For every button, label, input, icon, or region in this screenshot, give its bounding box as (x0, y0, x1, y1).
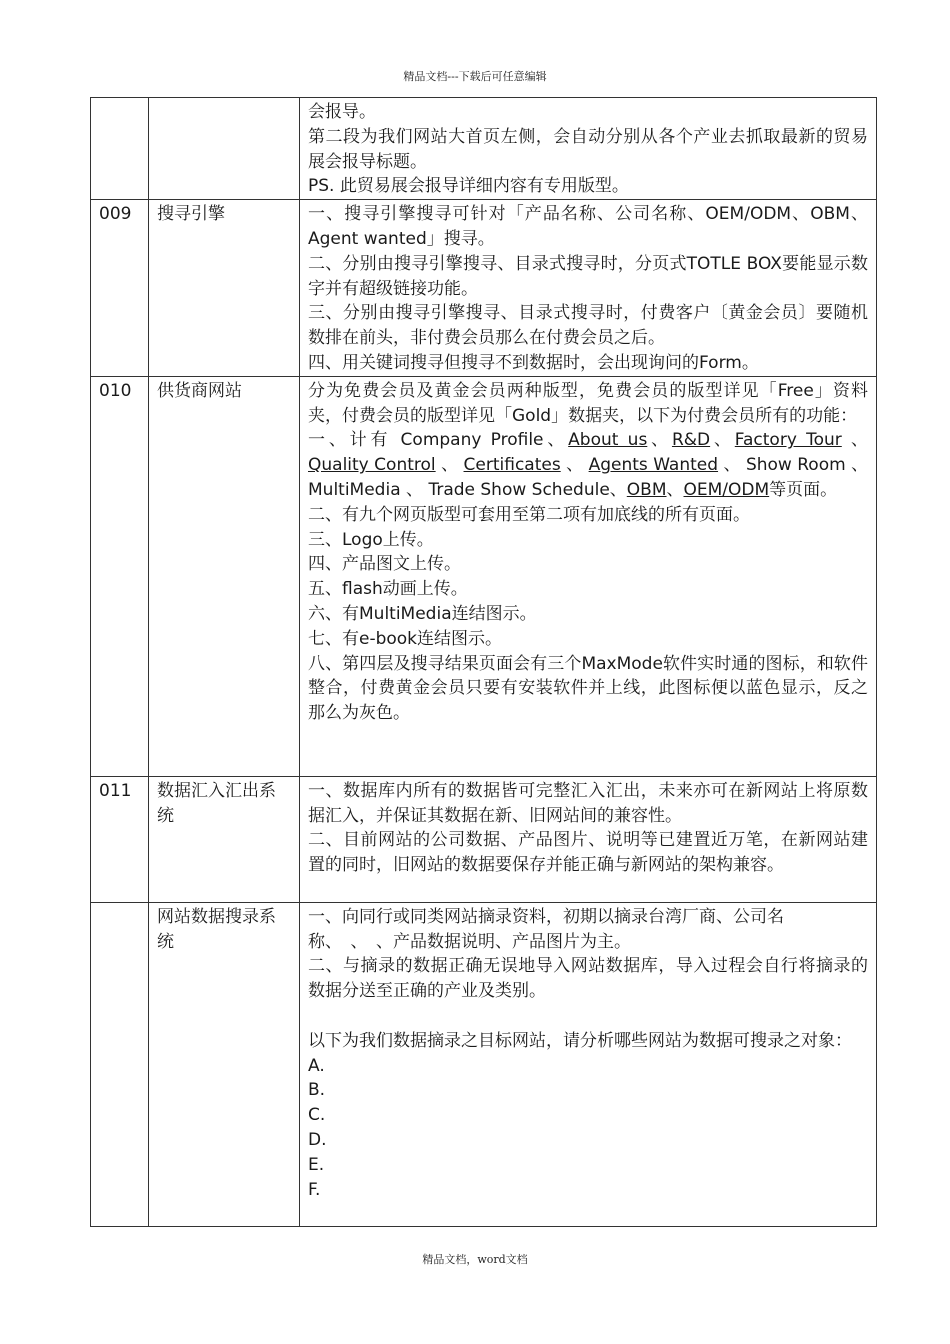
content-paragraph: 四、产品图文上传。 (308, 554, 461, 575)
content-paragraph: 二、目前网站的公司数据、产品图片、说明等已建置近万笔，在新网站建置的同时，旧网站的数据要保存并能正确与新网站的架构兼容。 (308, 830, 868, 876)
content-paragraph: 分为免费会员及黄金会员两种版型，免费会员的版型详见「Free」资料夹，付费会员的版型详见「Gold」数据夹，以下为付费会员所有的功能： (308, 380, 868, 426)
blank-line (308, 1004, 868, 1029)
row-title (149, 98, 300, 200)
content-paragraph: PS. 此贸易展会报导详细内容有专用版型。 (308, 176, 629, 197)
separator: 、 (710, 430, 735, 451)
row-title: 数据汇入汇出系统 (149, 776, 300, 902)
content-paragraph: 二、分别由搜寻引擎搜寻、目录式搜寻时，分页式TOTLE BOX要能显示数字并有超级链接功能。 (308, 253, 868, 299)
list-item: A. (308, 1055, 325, 1076)
page-link-certificates[interactable]: Certificates (463, 455, 561, 476)
page-link-rnd[interactable]: R&D (671, 430, 711, 451)
table-row (91, 902, 877, 1226)
page-link-obm[interactable]: OBM (626, 479, 667, 500)
content-paragraph: 第二段为我们网站大首页左侧，会自动分别从各个产业去抓取最新的贸易展会报导标题。 (308, 126, 868, 172)
content-paragraph: 五、flash动画上传。 (308, 579, 468, 600)
pages-list-paragraph (308, 428, 868, 502)
table-row (91, 776, 877, 902)
row-number (91, 98, 149, 200)
pages-prefix: 一、计有 (308, 430, 392, 451)
list-item: D. (308, 1129, 327, 1150)
row-content (300, 98, 877, 200)
page-footer: 精品文档，word文档 (422, 1253, 528, 1266)
separator: 、 (543, 430, 569, 451)
list-item: F. (308, 1179, 321, 1200)
row-title: 搜寻引擎 (149, 200, 300, 377)
row-number: 009 (91, 200, 149, 377)
separator: 、 (666, 479, 684, 500)
page-name: Trade Show Schedule (428, 479, 610, 500)
table-row (91, 376, 877, 776)
list-item: E. (308, 1154, 325, 1175)
page-header: 精品文档---下载后可任意编辑 (403, 70, 547, 83)
content-paragraph: 六、有MultiMedia连结图示。 (308, 603, 537, 624)
pages-suffix: 等页面。 (769, 479, 838, 500)
list-item: B. (308, 1080, 326, 1101)
row-title: 网站数据搜录系统 (149, 902, 300, 1226)
content-paragraph: 会报导。 (308, 102, 376, 122)
separator: 、 (723, 455, 741, 476)
separator: 、 (441, 455, 459, 476)
content-paragraph: 八、第四层及搜寻结果页面会有三个MaxMode软件实时通的图标，和软件整合，付费黄金会员只要有安装软件并上线，此图标便以蓝色显示，反之那么为灰色。 (308, 653, 868, 724)
separator: 、 (851, 430, 869, 451)
separator: 、 (566, 455, 584, 476)
page-name: MultiMedia (308, 479, 401, 500)
content-paragraph: 三、分别由搜寻引擎搜寻、目录式搜寻时，付费客户〔黄金会员〕要随机数排在前头，非付费会员那么在付费会员之后。 (308, 303, 868, 349)
table-row (91, 200, 877, 377)
row-number: 011 (91, 776, 149, 902)
content-paragraph: 三、Logo上传。 (308, 529, 434, 550)
separator: 、 (609, 479, 627, 500)
row-title: 供货商网站 (149, 376, 300, 776)
separator: 、 (406, 479, 424, 500)
separator: 、 (851, 455, 869, 476)
content-paragraph: 四、用关键词搜寻但搜寻不到数据时，会出现询问的Form。 (308, 352, 759, 373)
row-number (91, 902, 149, 1226)
page-name: Show Room (745, 455, 846, 476)
table-row (91, 98, 877, 200)
content-paragraph: 二、有九个网页版型可套用至第二项有加底线的所有页面。 (308, 504, 750, 525)
content-paragraph: 一、数据库内所有的数据皆可完整汇入汇出，未来亦可在新网站上将原数据汇入，并保证其数据在新、旧网站间的兼容性。 (308, 780, 868, 826)
page-link-agents-wanted[interactable]: Agents Wanted (588, 455, 719, 476)
content-paragraph: 一、搜寻引擎搜寻可针对「产品名称、公司名称、OEM/ODM、OBM、Agent wanted」搜寻。 (308, 204, 868, 249)
content-paragraph: 二、与摘录的数据正确无误地导入网站数据库，导入过程会自行将摘录的数据分送至正确的产业及类别。 (308, 956, 868, 1002)
row-content (300, 902, 877, 1226)
content-paragraph: 一、向同行或同类网站摘录资料，初期以摘录台湾厂商、公司名称、 、 、产品数据说明、产品图片为主。 (308, 906, 784, 952)
content-paragraph: 七、有e-book连结图示。 (308, 628, 503, 649)
row-content (300, 200, 877, 377)
list-item: C. (308, 1105, 326, 1126)
separator: 、 (647, 430, 672, 451)
page-link-about-us[interactable]: About us (568, 430, 648, 451)
content-paragraph: 以下为我们数据摘录之目标网站，请分析哪些网站为数据可搜录之对象： (308, 1030, 852, 1051)
spec-table (90, 97, 877, 1227)
page-name: Company Profile (400, 430, 544, 451)
row-content (300, 776, 877, 902)
row-content (300, 376, 877, 776)
row-number: 010 (91, 376, 149, 776)
page-link-quality-control[interactable]: Quality Control (308, 455, 436, 476)
page-link-oem-odm[interactable]: OEM/ODM (683, 479, 770, 500)
page-link-factory-tour[interactable]: Factory Tour (734, 430, 842, 451)
